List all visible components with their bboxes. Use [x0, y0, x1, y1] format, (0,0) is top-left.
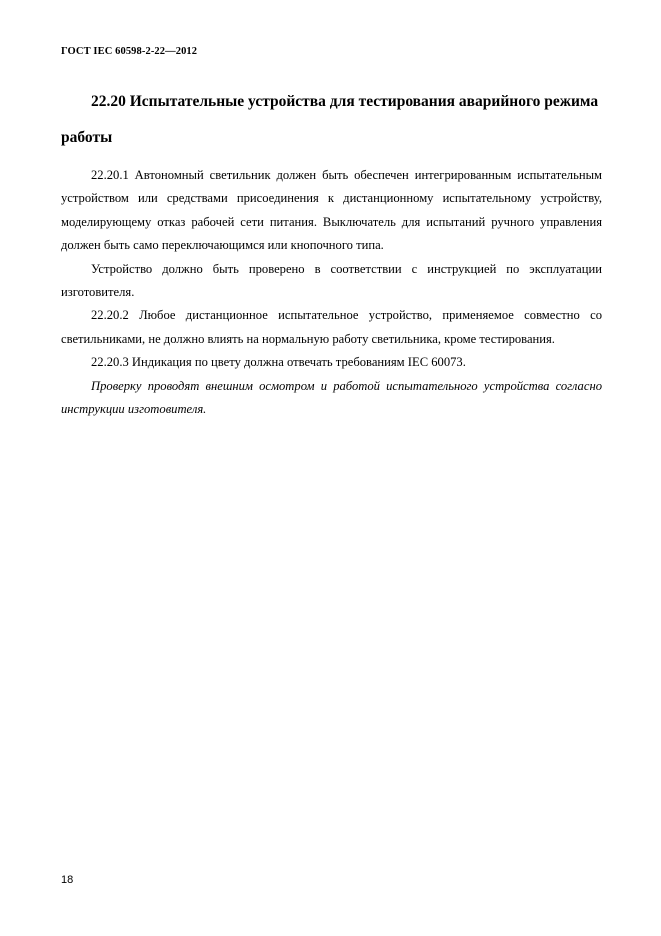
paragraph-device-check: Устройство должно быть проверено в соответствии с инструкцией по эксплуатации изготовителя. [61, 261, 602, 300]
paragraph-22-20-2: 22.20.2 Любое дистанционное испытательное устройство, применяемое совместно со светильниками, не должно влиять на нормальную работу светильника, кроме тестирования. [61, 308, 602, 346]
section-title-line-2: работы [61, 129, 113, 146]
section-title [61, 84, 606, 156]
document-header: ГОСТ IEC 60598-2-22—2012 [61, 46, 198, 57]
section-body [61, 164, 602, 421]
paragraph-22-20-3: 22.20.3 Индикация по цвету должна отвечать требованиям IEC 60073. [91, 355, 466, 370]
page-number: 18 [61, 874, 74, 886]
paragraph-verification-note: Проверку проводят внешним осмотром и работой испытательного устройства согласно инструкции изготовителя. [61, 378, 602, 417]
paragraph-22-20-1: 22.20.1 Автономный светильник должен быть обеспечен интегрированным испытательным устройством или средствами присоединения к дистанционному испытательному устройству, моделирующему отказ рабочей сети питания. Выключатель для испытаний ручного управления должен быть само переключающимся или кнопочного типа. [61, 168, 602, 253]
section-title-line-1: 22.20 Испытательные устройства для тестирования аварийного режима [91, 93, 599, 110]
